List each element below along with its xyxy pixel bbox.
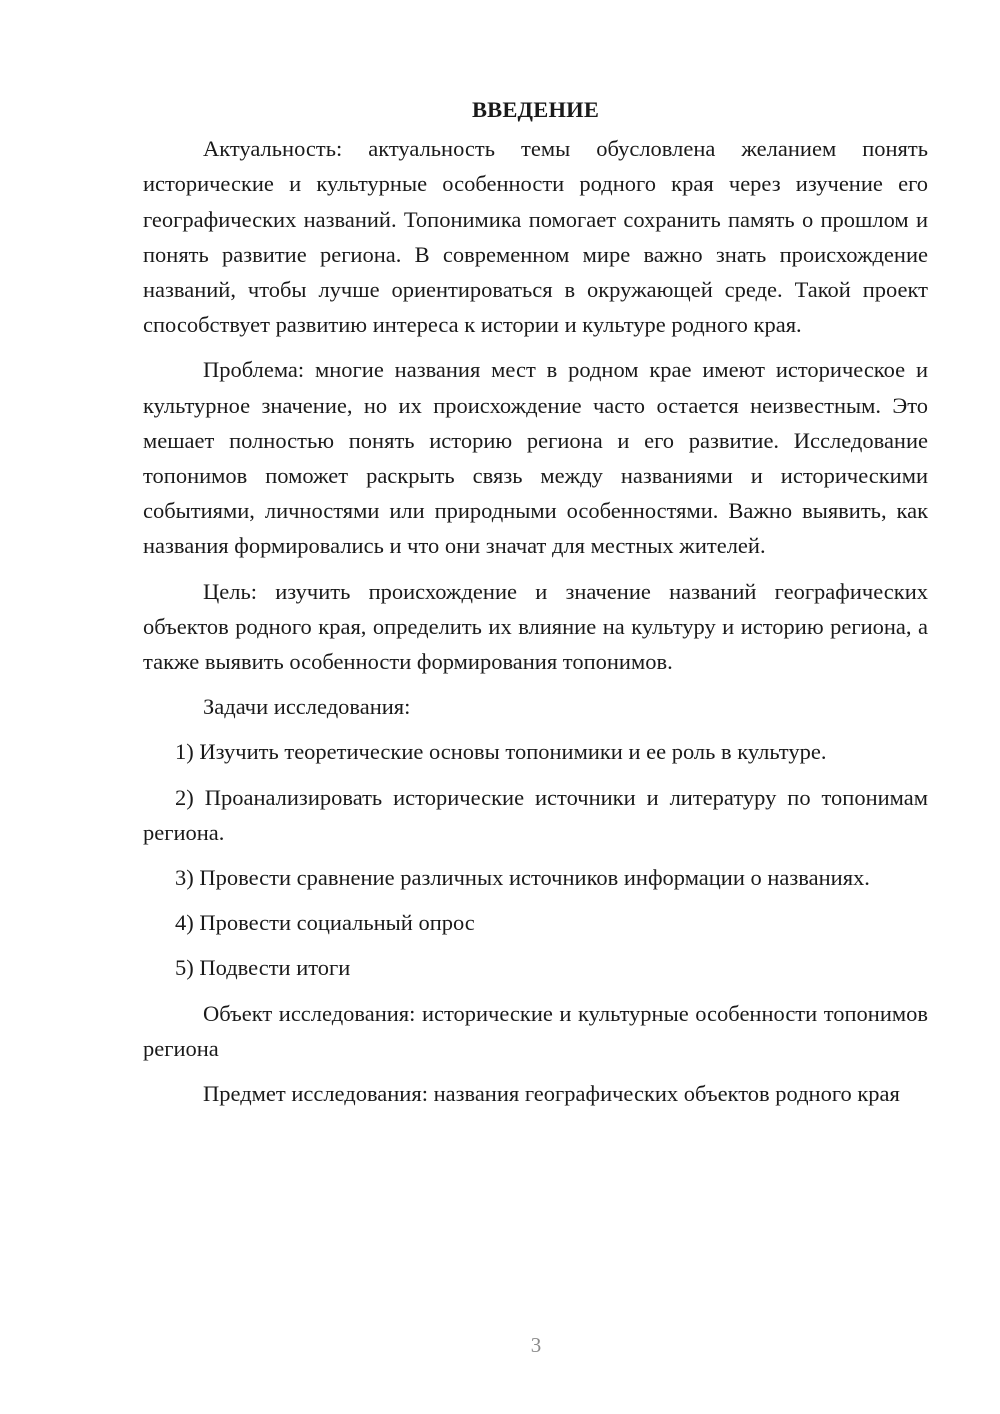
problem-paragraph: Проблема: многие названия мест в родном крае имеют историческое и культурное значение, но их происхождение часто остается неизвестным. Это мешает полностью понять историю региона и его развитие. Исследование топонимов поможет раскрыть связь между названиями и историческими событиями, личностями или природными особенностями. Важно выявить, как названия формировались и что они значат для местных жителей. [143, 357, 928, 559]
relevance-paragraph: Актуальность: актуальность темы обусловлена желанием понять исторические и культурные особенности родного края через изучение его географических названий. Топонимика помогает сохранить память о прошлом и понять развитие региона. В современном мире важно знать происхождение названий, чтобы лучше ориентироваться в окружающей среде. Такой проект способствует развитию интереса к истории и культуре родного края. [143, 136, 928, 338]
object-paragraph: Объект исследования: исторические и культурные особенности топонимов региона [143, 1000, 928, 1061]
task-item: 4) Провести социальный опрос [175, 910, 475, 936]
task-item: 1) Изучить теоретические основы топонимики и ее роль в культуре. [175, 739, 827, 765]
goal-paragraph: Цель: изучить происхождение и значение названий географических объектов родного края, определить их влияние на культуру и историю региона, а также выявить особенности формирования топонимов. [143, 578, 928, 675]
page-number: 3 [530, 1333, 542, 1357]
section-heading: ВВЕДЕНИЕ [471, 97, 600, 122]
task-item: 3) Провести сравнение различных источников информации о названиях. [175, 865, 870, 891]
page-content [143, 92, 928, 1121]
task-item: 5) Подвести итоги [175, 955, 351, 981]
tasks-label: Задачи исследования: [203, 694, 411, 720]
subject-paragraph: Предмет исследования: названия географических объектов родного края [203, 1081, 900, 1107]
tasks-list [143, 734, 928, 985]
task-item: 2) Проанализировать исторические источники и литературу по топонимам региона. [143, 784, 928, 845]
